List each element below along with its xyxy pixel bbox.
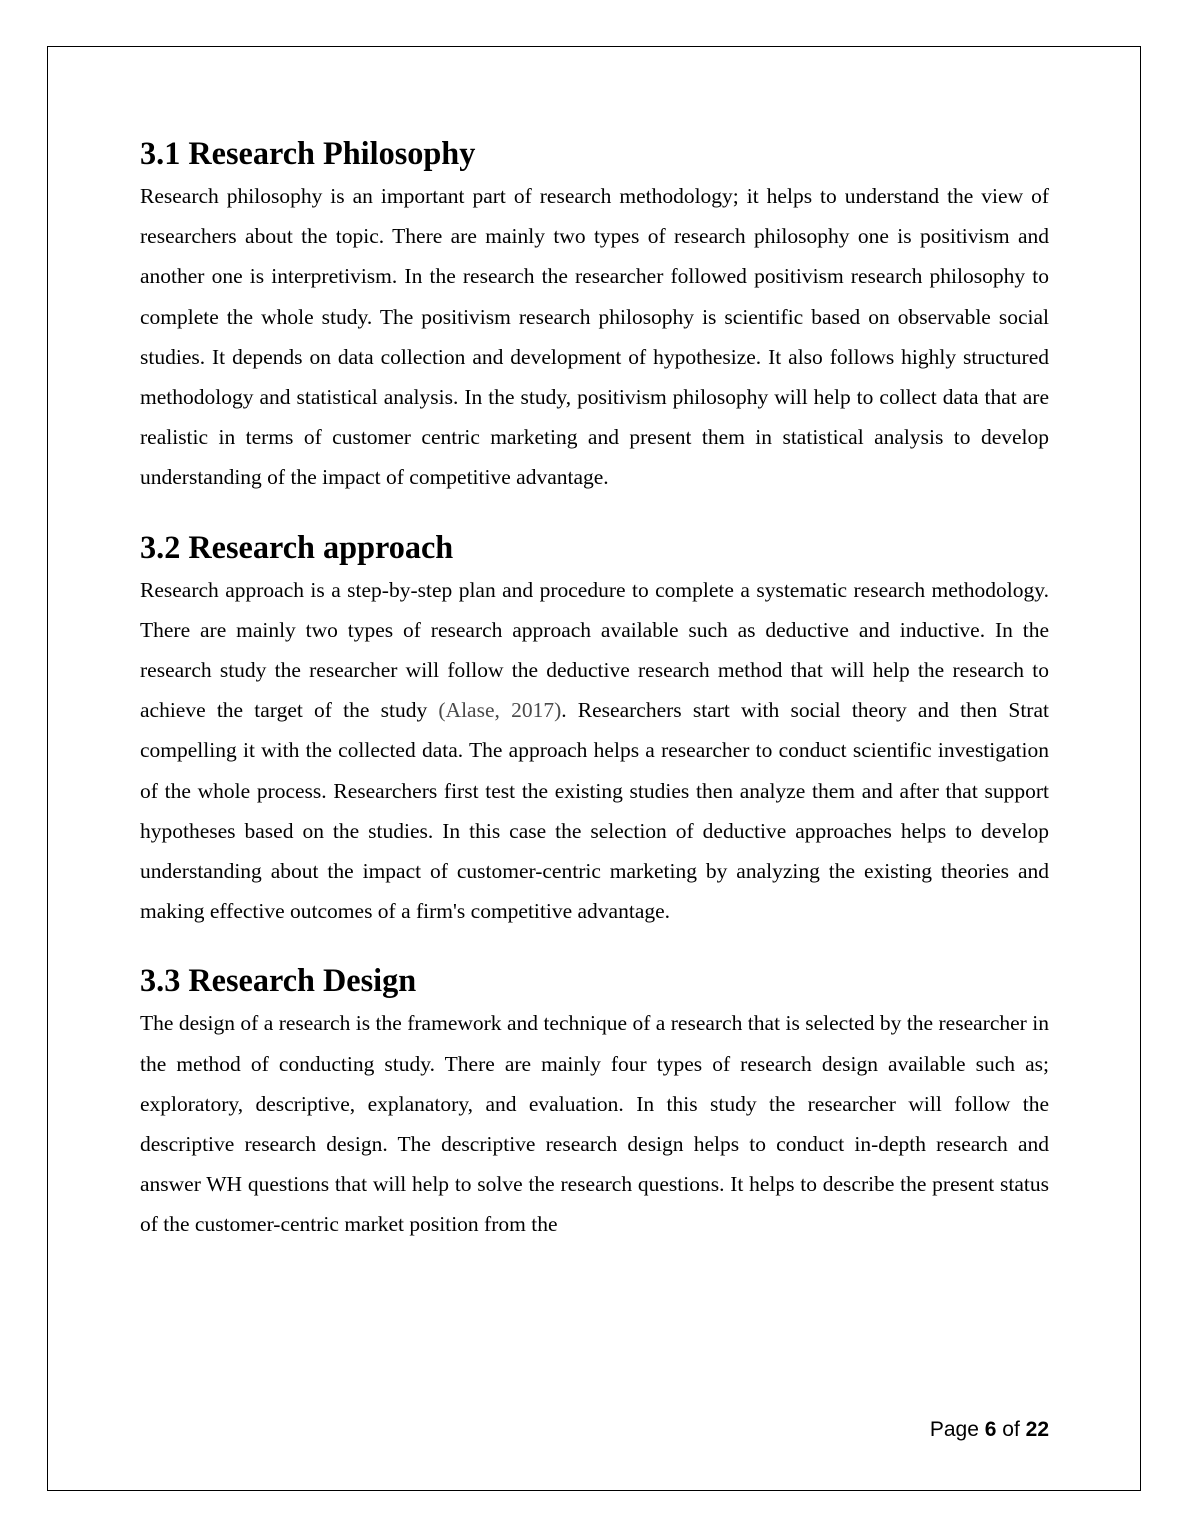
citation-link[interactable]: (Alase, 2017)	[438, 698, 562, 723]
section-heading: 3.3 Research Design	[140, 962, 417, 999]
page-label: Page	[929, 1418, 979, 1441]
section-heading: 3.2 Research approach	[140, 528, 454, 565]
section-research-approach	[140, 528, 1049, 932]
current-page-number: 6	[984, 1418, 997, 1441]
paragraph-text: Research approach is a step-by-step plan and procedure to complete a systematic research methodology. There are mainly two types of research approach available such as deductive and inductive. In the research study the researcher will follow the deductive research method that will help the research to achieve the target of the study	[140, 577, 1049, 723]
section-paragraph: The design of a research is the framework and technique of a research that is selected by the researcher in the method of conducting study. There are mainly four types of research design available such as; exploratory, descriptive, explanatory, and evaluation. In this study the researcher will follow the descriptive research design. The descriptive research design helps to conduct in-depth research and answer WH questions that will help to solve the research questions. It helps to describe the present status of the customer-centric market position from the	[140, 1011, 1049, 1237]
page-number-footer	[930, 1418, 1049, 1442]
of-label: of	[1002, 1418, 1020, 1441]
paragraph-text: . Researchers start with social theory and then Strat compelling it with the collected data. The approach helps a researcher to conduct scientific investigation of the whole process. Researchers first test the existing studies then analyze them and after that support hypotheses based on the studies. In this case the selection of deductive approaches helps to develop understanding about the impact of customer-centric marketing by analyzing the existing theories and making effective outcomes of a firm's competitive advantage.	[140, 698, 1049, 924]
section-paragraph: Research philosophy is an important part of research methodology; it helps to understand the view of researchers about the topic. There are mainly two types of research philosophy one is positivism and another one is interpretivism. In the research the researcher followed positivism research philosophy to complete the whole study. The positivism research philosophy is scientific based on observable social studies. It depends on data collection and development of hypothesize. It also follows highly structured methodology and statistical analysis. In the study, positivism philosophy will help to collect data that are realistic in terms of customer centric marketing and present them in statistical analysis to develop understanding of the impact of competitive advantage.	[140, 184, 1049, 490]
section-research-philosophy	[140, 135, 1049, 498]
section-research-design	[140, 962, 1049, 1244]
section-heading: 3.1 Research Philosophy	[140, 135, 476, 171]
total-pages-number: 22	[1025, 1418, 1049, 1441]
section-paragraph	[140, 570, 1049, 932]
document-body	[140, 135, 1049, 1245]
